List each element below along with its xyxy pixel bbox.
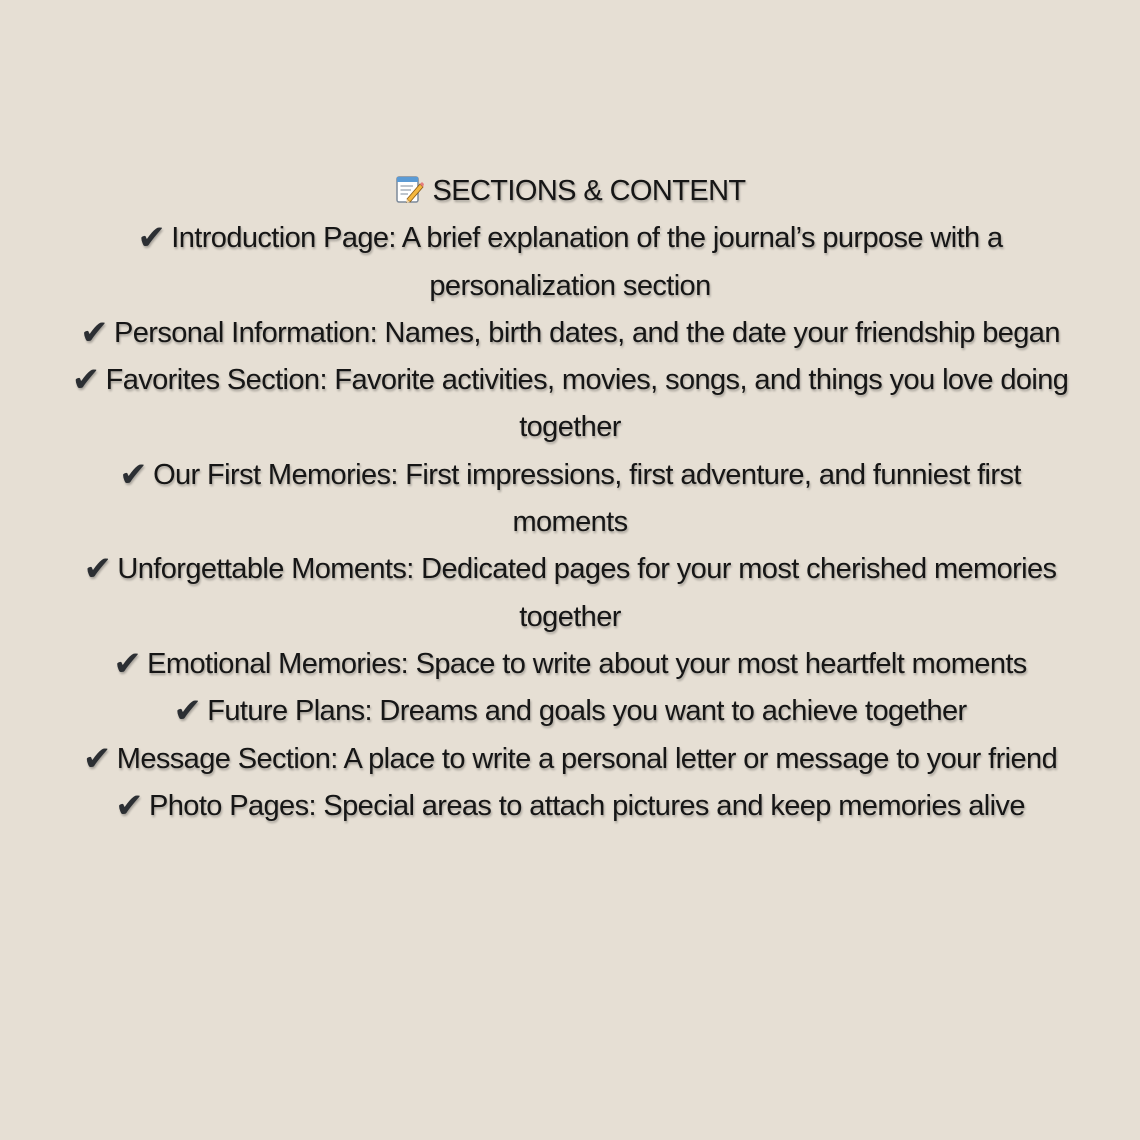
list-item bbox=[60, 452, 1080, 547]
list-item bbox=[60, 310, 1080, 357]
item-text: Personal Information: Names, birth dates, and the date your friendship began bbox=[114, 316, 1060, 349]
list-item bbox=[60, 736, 1080, 783]
list-item bbox=[60, 783, 1080, 830]
list-item bbox=[60, 215, 1080, 310]
sections-heading bbox=[60, 168, 1080, 215]
sections-heading-text: SECTIONS & CONTENT bbox=[432, 175, 746, 207]
check-icon: ✔ bbox=[82, 738, 111, 779]
check-icon: ✔ bbox=[80, 312, 109, 353]
list-item bbox=[60, 357, 1080, 452]
item-text: Introduction Page: A brief explanation of the journal’s purpose with a personalization section bbox=[171, 222, 1003, 302]
list-item bbox=[60, 546, 1080, 641]
item-text: Message Section: A place to write a personal letter or message to your friend bbox=[116, 742, 1058, 775]
sections-content-list bbox=[60, 168, 1080, 830]
item-text: Emotional Memories: Space to write about your most heartfelt moments bbox=[147, 647, 1027, 680]
check-icon: ✔ bbox=[83, 549, 112, 590]
check-icon: ✔ bbox=[137, 218, 166, 259]
check-icon: ✔ bbox=[113, 643, 142, 684]
check-icon: ✔ bbox=[115, 785, 144, 826]
item-text: Our First Memories: First impressions, first adventure, and funniest first moments bbox=[153, 458, 1021, 539]
item-text: Favorites Section: Favorite activities, movies, songs, and things you love doing together bbox=[105, 364, 1069, 444]
memo-icon bbox=[394, 172, 424, 202]
check-icon: ✔ bbox=[71, 360, 100, 401]
list-item bbox=[60, 641, 1080, 688]
check-icon: ✔ bbox=[119, 454, 148, 495]
item-text: Unforgettable Moments: Dedicated pages for your most cherished memories together bbox=[117, 553, 1057, 633]
item-text: Future Plans: Dreams and goals you want to achieve together bbox=[207, 695, 967, 728]
check-icon: ✔ bbox=[173, 691, 202, 732]
list-item bbox=[60, 688, 1080, 735]
item-text: Photo Pages: Special areas to attach pictures and keep memories alive bbox=[149, 789, 1025, 822]
